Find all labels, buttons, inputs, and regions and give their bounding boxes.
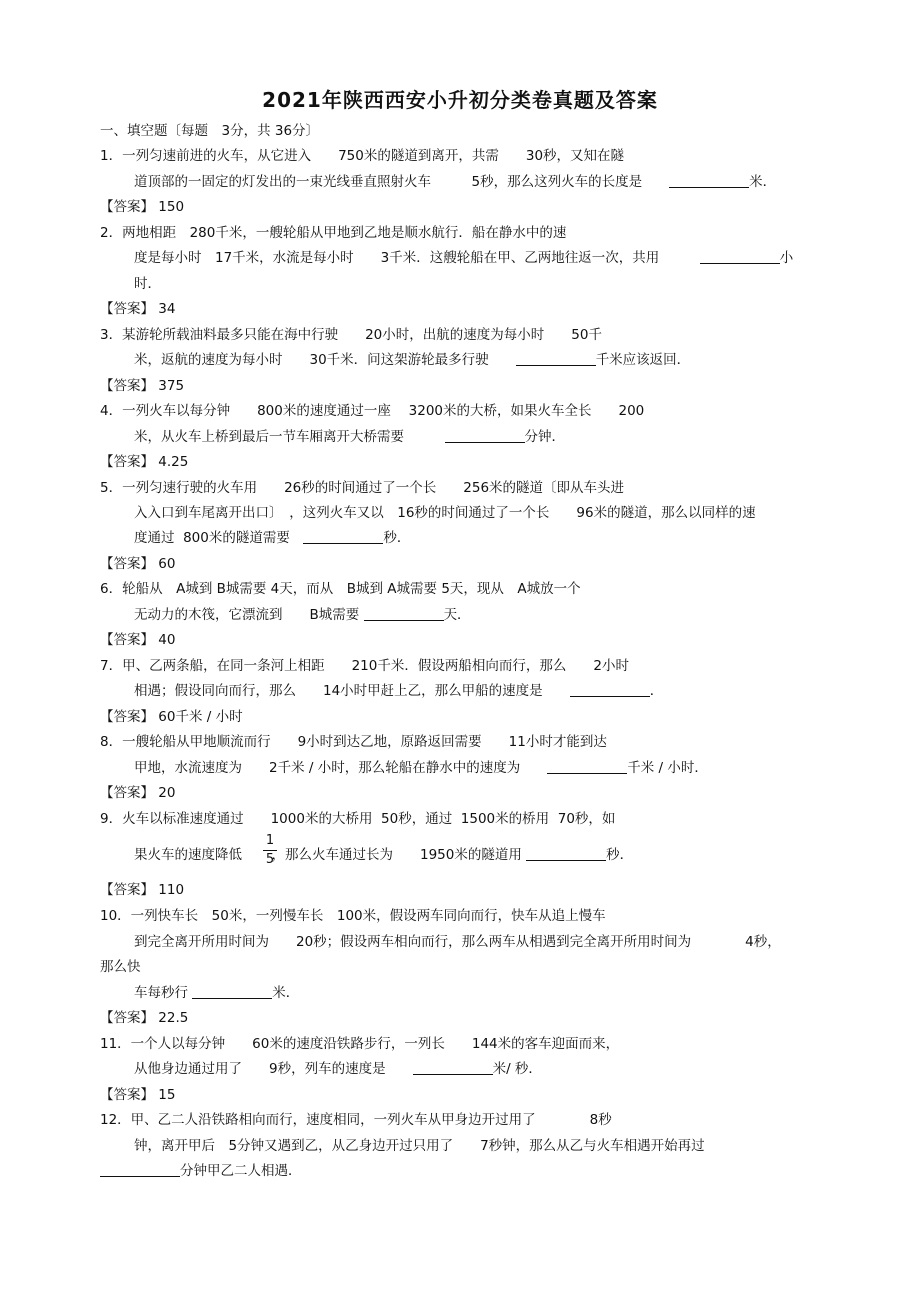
- answer-blank: [526, 847, 606, 861]
- question-8-line-2: 甲地，水流速度为 2千米 / 小时，那么轮船在静水中的速度为 千米 / 小时．: [134, 760, 708, 776]
- answer-blank: [516, 352, 596, 366]
- answer-blank: [445, 429, 525, 443]
- answer-blank: [303, 530, 383, 544]
- answer-6: 【答案】 40: [100, 632, 176, 648]
- question-7-line-1: 7．甲、乙两条船，在同一条河上相距 210千米．假设两船相向而行，那么 2小时: [100, 658, 629, 674]
- question-10-line-2: 到完全离开所用时间为 20秒；假设两车相向而行，那么两车从相遇到完全离开所用时间为 4秒，: [134, 934, 781, 950]
- page-title: 2021年陕西西安小升初分类卷真题及答案: [262, 88, 658, 112]
- fraction-one-fifth: 1 5: [263, 833, 277, 868]
- answer-blank: [364, 607, 444, 621]
- answer-blank: [192, 985, 272, 999]
- answer-9: 【答案】 110: [100, 882, 185, 898]
- question-8-line-1: 8．一艘轮船从甲地顺流而行 9小时到达乙地，原路返回需要 11小时才能到达: [100, 734, 607, 750]
- section-heading: 一、填空题〔每题 3分，共 36分〕: [100, 123, 320, 139]
- question-9-line-1: 9．火车以标准速度通过 1000米的大桥用 50秒，通过 1500米的桥用 70秒，如: [100, 811, 616, 827]
- question-1-line-2: 道顶部的一固定的灯发出的一束光线垂直照射火车 5秒，那么这列火车的长度是 米．: [134, 174, 777, 190]
- question-5-line-3: 度通过 800米的隧道需要 秒．: [134, 530, 411, 546]
- answer-blank: [570, 683, 650, 697]
- question-5-line-2: 入入口到车尾离开出口〕 ，这列火车又以 16秒的时间通过了一个长 96米的隧道，那么以同样的速: [134, 505, 756, 521]
- answer-blank: [413, 1061, 493, 1075]
- answer-7: 【答案】 60千米 / 小时: [100, 709, 243, 725]
- question-10-line-1: 10．一列快车长 50米，一列慢车长 100米，假设两车同向而行，快车从追上慢车: [100, 908, 606, 924]
- question-3-line-2: 米，返航的速度为每小时 30千米．问这架游轮最多行驶 千米应该返回．: [134, 352, 691, 368]
- question-4-line-1: 4．一列火车以每分钟 800米的速度通过一座 3200米的大桥，如果火车全长 200: [100, 403, 645, 419]
- question-6-line-2: 无动力的木筏，它漂流到 B城需要 天．: [134, 607, 471, 623]
- question-5-line-1: 5．一列匀速行驶的火车用 26秒的时间通过了一个长 256米的隧道〔即从车头进: [100, 480, 625, 496]
- answer-blank: [547, 760, 627, 774]
- question-9-line-2: 果火车的速度降低 ，那么火车通过长为 1950米的隧道用 秒．: [134, 847, 634, 863]
- answer-blank: [700, 250, 780, 264]
- answer-1: 【答案】 150: [100, 199, 185, 215]
- question-11-line-2: 从他身边通过用了 9秒，列车的速度是 米/ 秒．: [134, 1061, 542, 1077]
- question-4-line-2: 米，从火车上桥到最后一节车厢离开大桥需要 分钟．: [134, 429, 565, 445]
- question-12-line-3: 分钟甲乙二人相遇．: [100, 1162, 302, 1180]
- question-3-line-1: 3．某游轮所载油料最多只能在海中行驶 20小时，出航的速度为每小时 50千: [100, 327, 602, 343]
- question-12-line-1: 12．甲、乙二人沿铁路相向而行，速度相同，一列火车从甲身边开过用了 8秒: [100, 1112, 612, 1128]
- question-11-line-1: 11．一个人以每分钟 60米的速度沿铁路步行，一列长 144米的客车迎面而来，: [100, 1036, 620, 1052]
- answer-10: 【答案】 22.5: [100, 1010, 189, 1026]
- question-2-line-3: 时．: [134, 276, 161, 292]
- answer-3: 【答案】 375: [100, 378, 185, 394]
- question-1-line-1: 1．一列匀速前进的火车，从它进入 750米的隧道到离开，共需 30秒，又知在隧: [100, 148, 625, 164]
- answer-5: 【答案】 60: [100, 556, 176, 572]
- question-2-line-2: 度是每小时 17千米，水流是每小时 3千米．这艘轮船在甲、乙两地往返一次，共用 小: [134, 250, 794, 266]
- question-10-line-4: 车每秒行 米．: [134, 985, 300, 1001]
- question-12-line-2: 钟，离开甲后 5分钟又遇到乙，从乙身边开过只用了 7秒钟，那么从乙与火车相遇开始再过: [134, 1138, 705, 1154]
- answer-11: 【答案】 15: [100, 1087, 176, 1103]
- answer-8: 【答案】 20: [100, 785, 176, 801]
- answer-4: 【答案】 4.25: [100, 454, 189, 470]
- question-6-line-1: 6．轮船从 A城到 B城需要 4天，而从 B城到 A城需要 5天，现从 A城放一个: [100, 581, 581, 597]
- question-7-line-2: 相遇；假设同向而行，那么 14小时甲赶上乙，那么甲船的速度是 ．: [134, 683, 664, 699]
- answer-blank: [100, 1163, 180, 1177]
- question-10-line-3: 那么快: [100, 959, 141, 975]
- question-2-line-1: 2．两地相距 280千米，一艘轮船从甲地到乙地是顺水航行．船在静水中的速: [100, 225, 567, 241]
- answer-2: 【答案】 34: [100, 301, 176, 317]
- answer-blank: [669, 174, 749, 188]
